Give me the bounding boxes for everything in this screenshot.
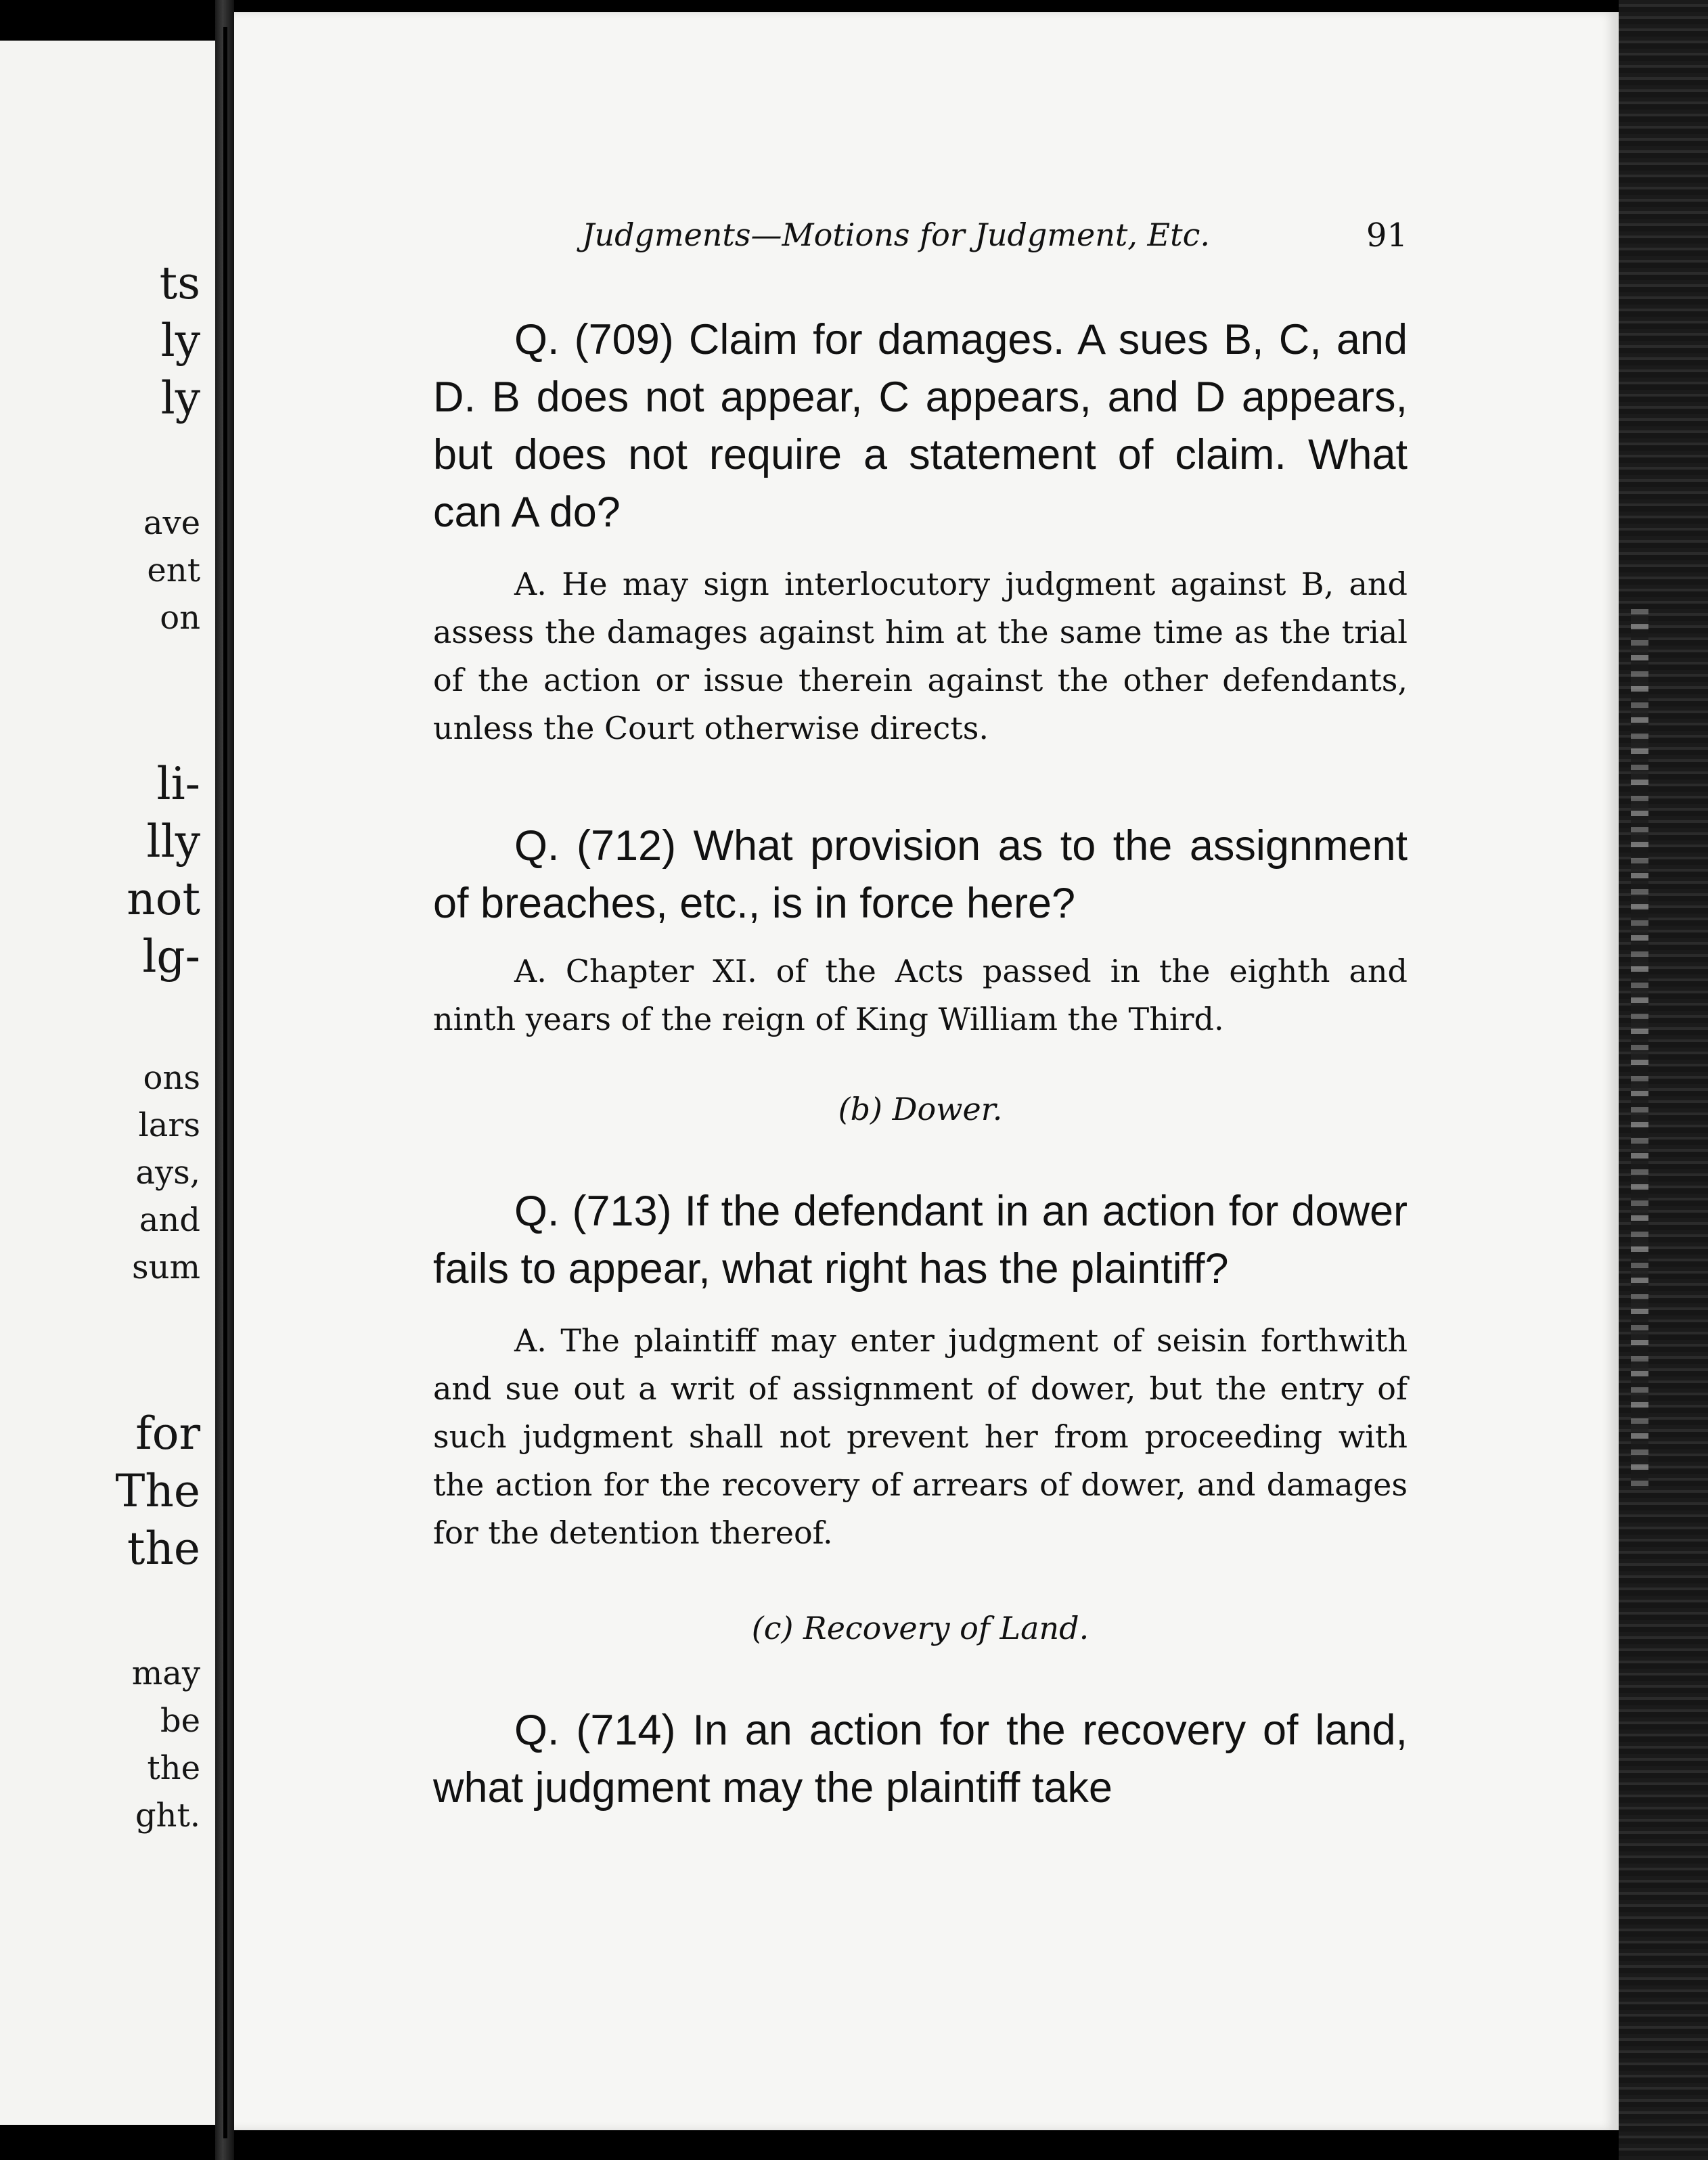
left-page-fragment: The	[115, 1465, 200, 1517]
left-page-fragment: and	[139, 1201, 200, 1239]
answer-709: A. He may sign interlocutory judgment against B, and assess the damages against him at the same time as the trial of the action or issue therein against the other defendants, unless the Court otherwise directs.	[433, 566, 1408, 746]
left-page-fragment: on	[160, 599, 200, 637]
left-page-fragment: not	[127, 873, 200, 925]
left-page-fragment: ave	[143, 504, 200, 542]
left-page-fragment: li-	[156, 758, 200, 810]
page-content	[433, 217, 1408, 1817]
section-heading-dower: (b) Dower.	[838, 1091, 1003, 1127]
left-page-fragment: ays,	[135, 1154, 200, 1192]
running-head-title: Judgments—Motions for Judgment, Etc.	[582, 217, 1210, 253]
left-facing-page	[0, 41, 215, 2125]
left-page-fragment: lars	[138, 1106, 200, 1144]
left-page-fragment: sum	[131, 1248, 200, 1286]
left-page-fragment: may	[131, 1655, 200, 1692]
answer-712: A. Chapter XI. of the Acts passed in the eighth and ninth years of the reign of King William the Third.	[433, 953, 1408, 1037]
left-page-fragment: ts	[159, 257, 200, 309]
left-page-fragment: ons	[143, 1059, 200, 1097]
left-page-fragment: lly	[146, 815, 200, 868]
left-page-fragment: for	[135, 1408, 200, 1460]
left-page-fragment: the	[147, 1749, 200, 1787]
spine-lettering	[1631, 609, 1648, 1489]
left-page-fragment: be	[160, 1702, 200, 1740]
page-number: 91	[1366, 217, 1408, 254]
question-712: Q. (712) What provision as to the assignment of breaches, etc., is in force here?	[433, 822, 1408, 927]
question-713: Q. (713) If the defendant in an action for dower fails to appear, what right has the plaintiff?	[433, 1188, 1408, 1292]
left-page-fragment: ly	[160, 315, 200, 367]
left-page-fragment: lg-	[142, 930, 200, 983]
question-709: Q. (709) Claim for damages. A sues B, C, and D. B does not appear, C appears, and D appears, but does not require a statement of claim. What can A do?	[433, 316, 1408, 536]
left-page-fragment: the	[127, 1523, 200, 1575]
left-page-fragment: ly	[160, 372, 200, 424]
answer-713: A. The plaintiff may enter judgment of seisin forthwith and sue out a writ of assignment of dower, but the entry of such judgment shall not prevent her from proceeding with the action for the recovery of arrears of dower, and damages for the detention thereof.	[433, 1322, 1408, 1551]
left-page-fragment: ent	[147, 552, 200, 589]
section-heading-recovery-of-land: (c) Recovery of Land.	[751, 1610, 1089, 1646]
running-head	[433, 217, 1408, 264]
question-714: Q. (714) In an action for the recovery of land, what judgment may the plaintiff take	[433, 1707, 1408, 1812]
gutter-shadow	[223, 27, 227, 2138]
left-page-fragment: ght.	[135, 1797, 200, 1835]
